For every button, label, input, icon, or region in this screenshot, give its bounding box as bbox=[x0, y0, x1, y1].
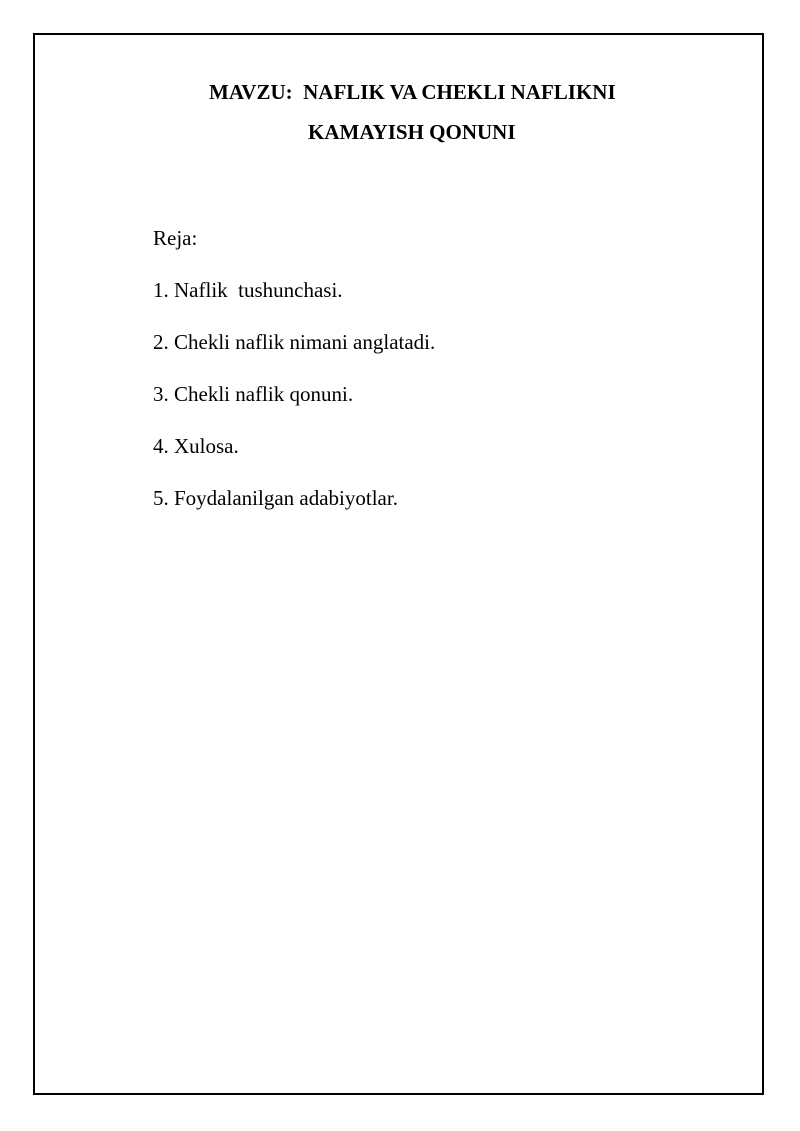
plan-section bbox=[153, 225, 435, 537]
plan-item-5: 5. Foydalanilgan adabiyotlar. bbox=[153, 486, 398, 510]
plan-item-3: 3. Chekli naflik qonuni. bbox=[153, 382, 354, 406]
plan-item-1: 1. Naflik tushunchasi. bbox=[153, 278, 343, 302]
document-title-line-1: MAVZU: NAFLIK VA CHEKLI NAFLIKNI bbox=[209, 80, 616, 104]
page-border bbox=[33, 33, 764, 1095]
plan-item-4: 4. Xulosa. bbox=[153, 434, 239, 458]
plan-item-2: 2. Chekli naflik nimani anglatadi. bbox=[153, 330, 436, 354]
document-title-line-2: KAMAYISH QONUNI bbox=[308, 120, 516, 144]
plan-heading: Reja: bbox=[153, 226, 198, 250]
